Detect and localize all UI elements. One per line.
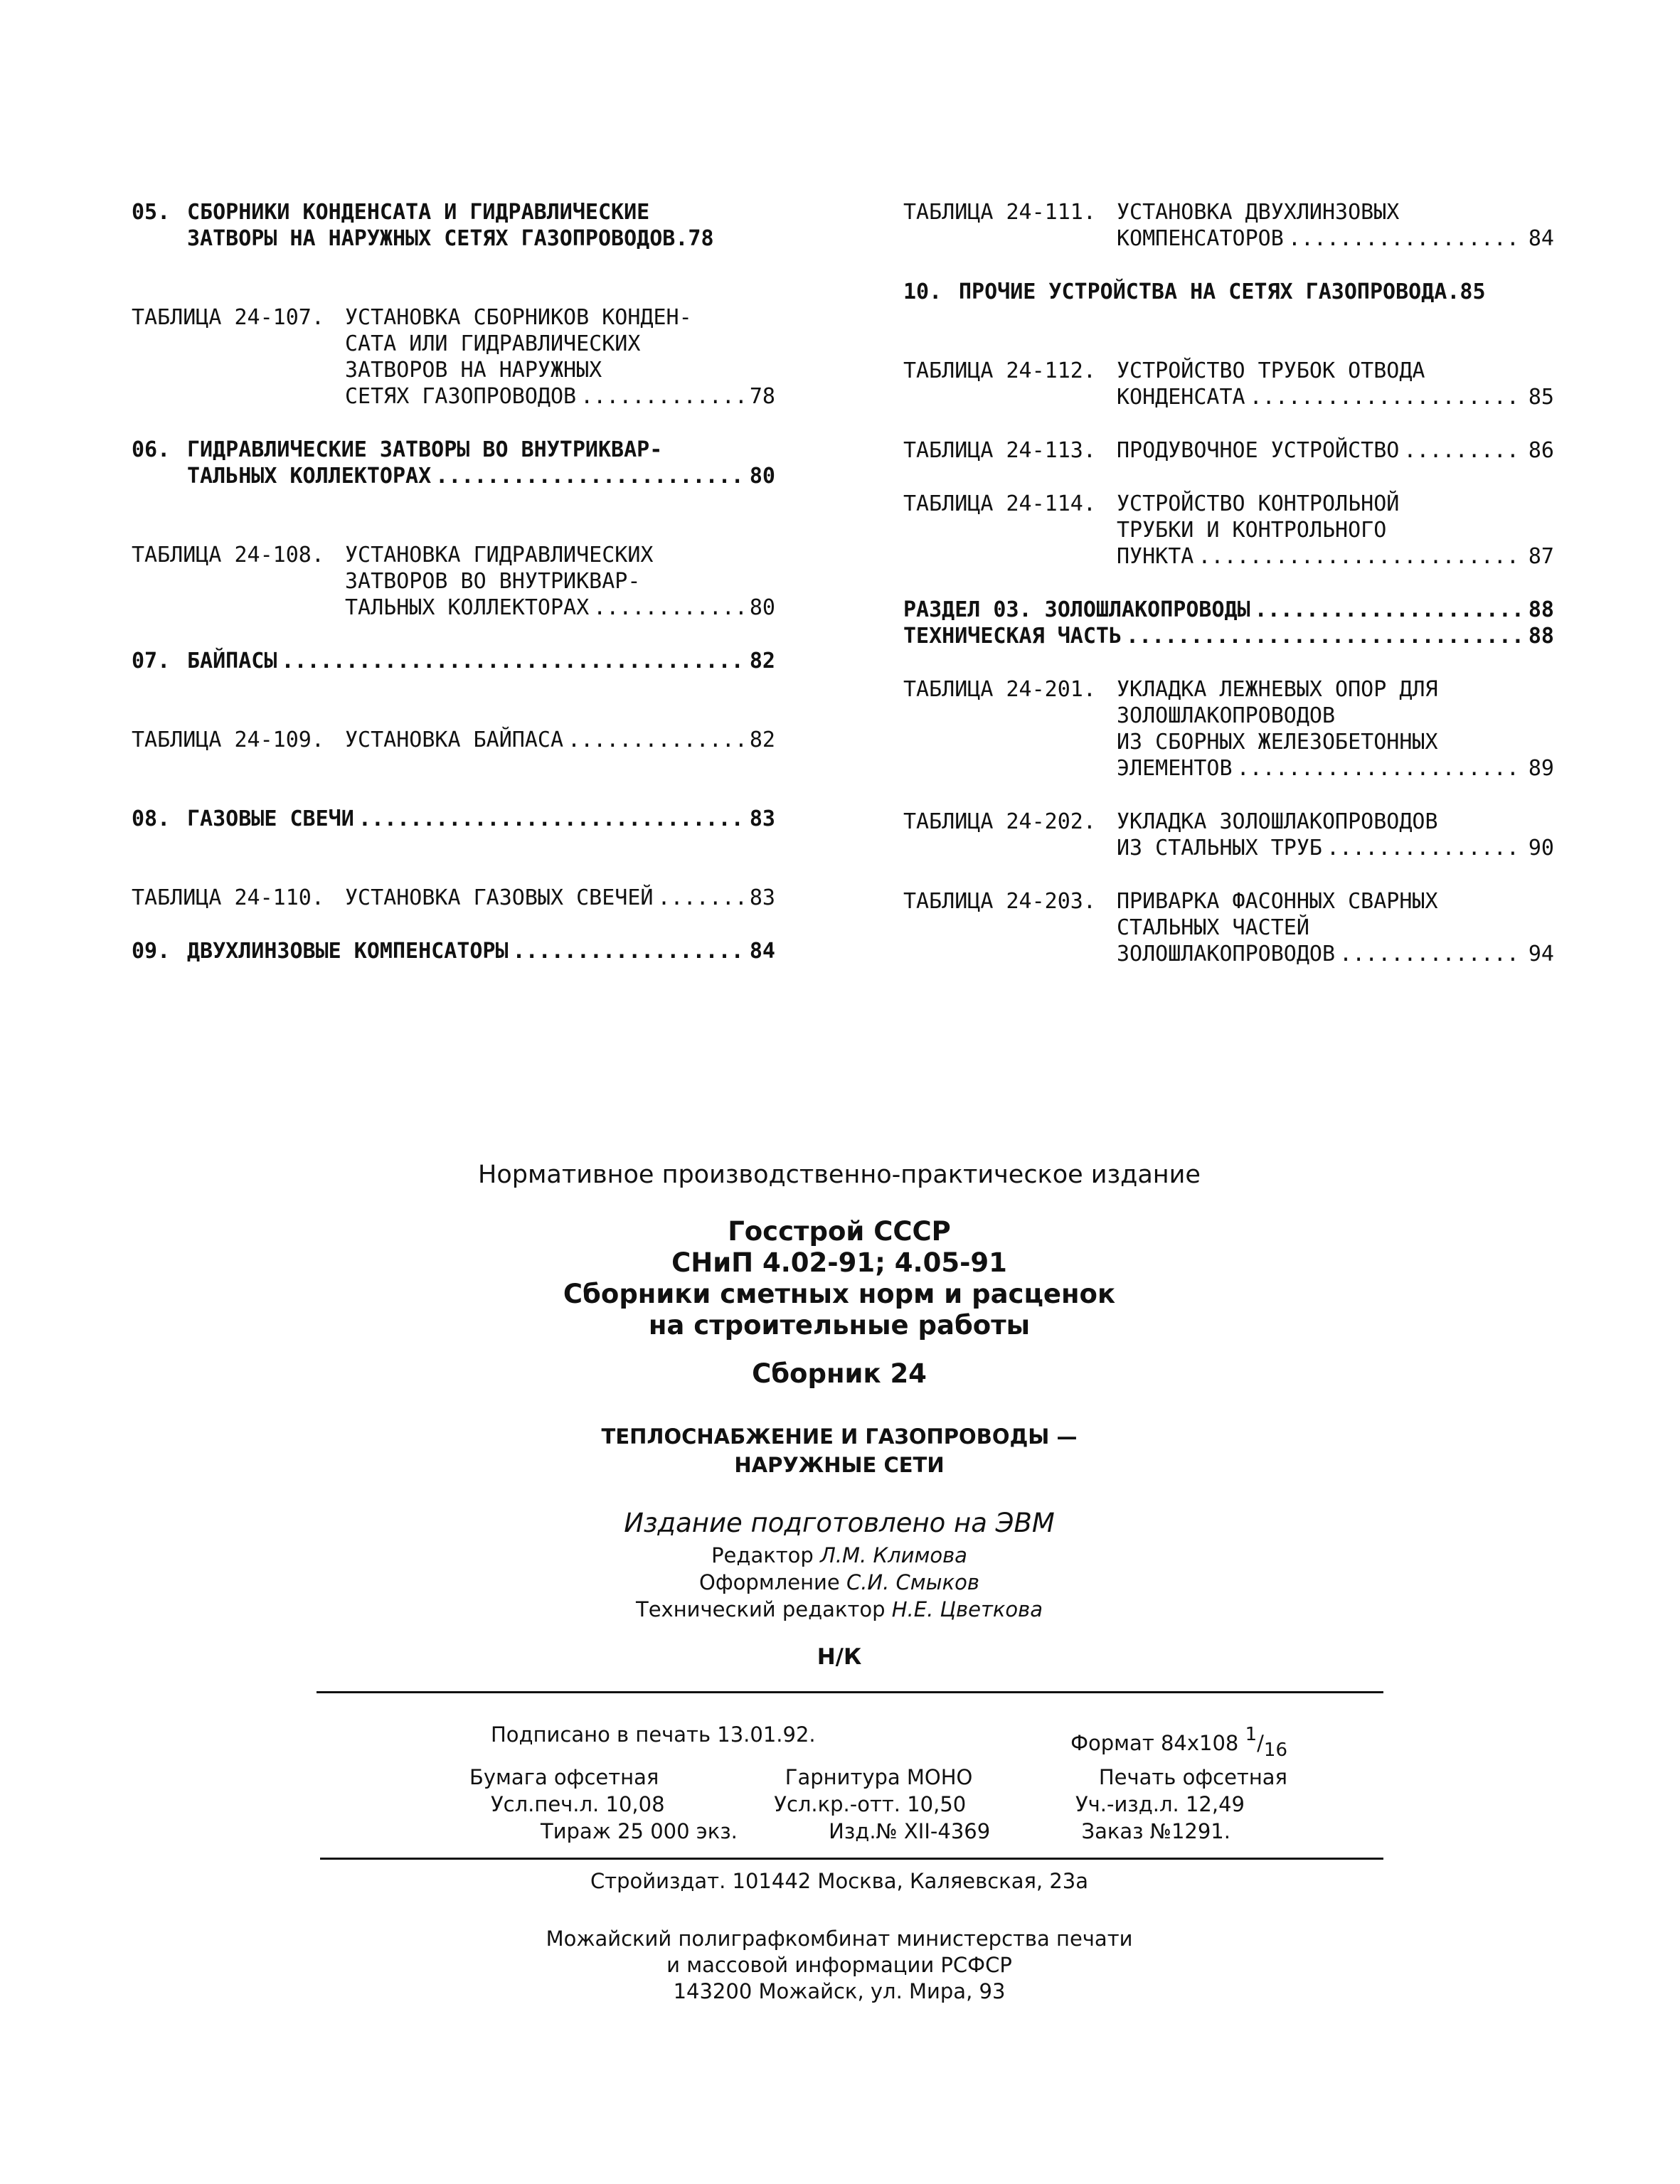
dot-leader	[593, 595, 745, 621]
toc-entry-text: УСТАНОВКА ГИДРАВЛИЧЕСКИХ	[345, 543, 654, 568]
toc-page-sep: .	[1447, 279, 1460, 304]
dot-leader	[1237, 755, 1524, 782]
toc-page-number: 83	[749, 806, 775, 831]
dot-leader	[1255, 597, 1524, 623]
toc-table-number: ТАБЛИЦА 24-113.	[903, 438, 1096, 463]
toc-section-number: 09.	[132, 939, 171, 964]
edition-type: Нормативное производственно-практическое издание	[478, 1161, 1201, 1189]
toc-entry	[903, 358, 1554, 410]
typeface: Гарнитура МОНО	[785, 1765, 973, 1789]
toc-section-number: 07.	[132, 649, 171, 673]
toc-entry-text: ТАЛЬНЫХ КОЛЛЕКТОРАХ	[345, 595, 590, 620]
toc-entry	[132, 304, 775, 410]
toc-entry-text: БАЙПАСЫ	[187, 649, 277, 673]
toc-entry-text: СЕТЯХ ГАЗОПРОВОДОВ	[345, 384, 577, 409]
toc-entry	[903, 199, 1554, 252]
nk-mark: Н/К	[817, 1644, 862, 1670]
toc-entry	[903, 437, 1554, 464]
prepared-note: Издание подготовлено на ЭВМ	[624, 1508, 1055, 1538]
dot-leader	[358, 806, 745, 832]
title-line-1: Сборники сметных норм и расценок	[563, 1279, 1116, 1309]
toc-entry	[132, 199, 775, 252]
toc-entry	[132, 885, 775, 911]
dot-leader	[1327, 835, 1524, 861]
toc-page-number: 84	[1528, 226, 1554, 251]
dot-leader	[657, 885, 745, 911]
credits-block	[285, 1542, 1394, 1623]
dot-leader	[1126, 623, 1524, 649]
paper-type: Бумага офсетная	[469, 1765, 659, 1789]
toc-section-number: 08.	[132, 806, 171, 831]
dot-leader	[1250, 384, 1524, 410]
design-name: С.И. Смыков	[846, 1570, 979, 1594]
toc-page-number: 78	[749, 384, 775, 409]
title-line-2: на строительные работы	[648, 1310, 1031, 1341]
toc-left-column	[132, 199, 775, 964]
toc-entry-text: УСТРОЙСТВО КОНТРОЛЬНОЙ	[1117, 491, 1400, 516]
printer-block	[285, 1926, 1394, 2005]
toc-page-number: 88	[1528, 624, 1554, 649]
toc-entry-text: ЭЛЕМЕНТОВ	[1117, 756, 1233, 781]
subject-block	[285, 1422, 1394, 1479]
toc-page-number: 78	[688, 226, 714, 251]
divider-rule	[320, 1858, 1383, 1860]
editor-label: Редактор	[711, 1543, 814, 1567]
toc-entry	[132, 806, 775, 832]
uch-izd: Уч.-изд.л. 12,49	[1075, 1792, 1245, 1816]
format-denominator: 16	[1263, 1740, 1287, 1761]
organization: Госстрой СССР	[728, 1216, 951, 1247]
usl-pech: Усл.печ.л. 10,08	[491, 1792, 665, 1816]
toc-section-number: 05.	[132, 200, 171, 225]
toc-table-number: ТАБЛИЦА 24-203.	[903, 889, 1096, 914]
toc-entry-text: УСТАНОВКА ДВУХЛИНЗОВЫХ	[1117, 200, 1400, 225]
toc-table-number: ТАБЛИЦА 24-110.	[132, 885, 324, 910]
toc-page-number: 83	[749, 885, 775, 910]
toc-page-number: 85	[1528, 385, 1554, 410]
toc-entry	[132, 542, 775, 621]
toc-page-number: 85	[1460, 279, 1486, 304]
format: Формат 84х108 $^1/_{16}$	[1070, 1724, 1287, 1761]
format-label: Формат 84х108	[1070, 1731, 1239, 1755]
toc-entry-text: ДВУХЛИНЗОВЫЕ КОМПЕНСАТОРЫ	[187, 939, 509, 964]
toc-entry	[903, 279, 1554, 305]
usl-kr-ott: Усл.кр.-отт. 10,50	[774, 1792, 967, 1816]
dot-leader	[513, 938, 745, 964]
toc-entry-text: САТА ИЛИ ГИДРАВЛИЧЕСКИХ	[345, 331, 641, 356]
signed-to-print: Подписано в печать 13.01.92.	[491, 1722, 816, 1747]
toc-page-number: 88	[1528, 597, 1554, 622]
toc-entry-text: ПУНКТА	[1117, 544, 1194, 569]
toc-entry	[903, 623, 1554, 649]
toc-table-number: ТАБЛИЦА 24-111.	[903, 200, 1096, 225]
design-credit	[285, 1569, 1394, 1596]
publication-details	[469, 1721, 1287, 1845]
editor-name: Л.М. Климова	[820, 1543, 967, 1567]
tech-editor-label: Технический редактор	[636, 1597, 886, 1621]
toc-entry-text: ИЗ СТАЛЬНЫХ ТРУБ	[1117, 836, 1322, 861]
toc-table-number: ТАБЛИЦА 24-201.	[903, 677, 1096, 702]
toc-entry	[903, 491, 1554, 570]
toc-entry-text: УСТРОЙСТВО ТРУБОК ОТВОДА	[1117, 358, 1425, 383]
print-type: Печать офсетная	[1098, 1765, 1287, 1789]
toc-entry-text: ЗАТВОРОВ НА НАРУЖНЫХ	[345, 358, 602, 383]
subject-line-1: ТЕПЛОСНАБЖЕНИЕ И ГАЗОПРОВОДЫ —	[601, 1424, 1078, 1449]
toc-entry-text: УКЛАДКА ЛЕЖНЕВЫХ ОПОР ДЛЯ	[1117, 677, 1438, 702]
dot-leader	[1198, 543, 1524, 570]
toc-page-number: 90	[1528, 836, 1554, 861]
toc-entry-text: УКЛАДКА ЗОЛОШЛАКОПРОВОДОВ	[1117, 809, 1438, 834]
toc-entry-text: ПРОДУВОЧНОЕ УСТРОЙСТВО	[1117, 438, 1400, 463]
toc-page-number: 84	[749, 939, 775, 964]
dot-leader	[568, 727, 745, 753]
toc-entry-text: ЗАТВОРЫ НА НАРУЖНЫХ СЕТЯХ ГАЗОПРОВОДОВ	[187, 226, 676, 251]
toc-page-number: 89	[1528, 756, 1554, 781]
tech-editor-credit	[285, 1596, 1394, 1623]
edition-number: Изд.№ XII-4369	[829, 1819, 991, 1843]
dot-leader	[281, 648, 745, 674]
dot-leader	[1288, 225, 1524, 252]
toc-entry-text: КОМПЕНСАТОРОВ	[1117, 226, 1284, 251]
design-label: Оформление	[699, 1570, 840, 1594]
toc-section-number: 10.	[903, 279, 942, 304]
toc-table-number: ТАБЛИЦА 24-107.	[132, 305, 324, 330]
standard-code: СНиП 4.02-91; 4.05-91	[671, 1247, 1007, 1278]
toc-entry-text: КОНДЕНСАТА	[1117, 385, 1245, 410]
toc-table-number: ТАБЛИЦА 24-112.	[903, 358, 1096, 383]
toc-heading-text: РАЗДЕЛ 03. ЗОЛОШЛАКОПРОВОДЫ	[903, 597, 1250, 622]
toc-entry-text: ГАЗОВЫЕ СВЕЧИ	[187, 806, 354, 831]
toc-entry-text: ИЗ СБОРНЫХ ЖЕЛЕЗОБЕТОННЫХ	[1117, 730, 1438, 755]
toc-page-number: 86	[1528, 438, 1554, 463]
toc-entry-text: УСТАНОВКА ГАЗОВЫХ СВЕЧЕЙ	[345, 885, 654, 910]
toc-entry-text: ПРОЧИЕ УСТРОЙСТВА НА СЕТЯХ ГАЗОПРОВОДА	[959, 279, 1447, 304]
toc-entry-text: ГИДРАВЛИЧЕСКИЕ ЗАТВОРЫ ВО ВНУТРИКВАР-	[187, 437, 663, 462]
printer-line-3: 143200 Можайск, ул. Мира, 93	[673, 1979, 1006, 2003]
dot-leader	[1403, 437, 1524, 464]
toc-entry-text: УСТАНОВКА СБОРНИКОВ КОНДЕН-	[345, 305, 692, 330]
toc-page-number: 80	[749, 464, 775, 489]
toc-entry-text: СТАЛЬНЫХ ЧАСТЕЙ	[1117, 915, 1309, 940]
toc-page-number: 82	[749, 728, 775, 752]
print-run: Тираж 25 000 экз.	[541, 1819, 738, 1843]
toc-heading-text: ТЕХНИЧЕСКАЯ ЧАСТЬ	[903, 624, 1122, 649]
toc-table-number: ТАБЛИЦА 24-109.	[132, 728, 324, 752]
toc-page-number: 87	[1528, 544, 1554, 569]
toc-entry-text: ПРИВАРКА ФАСОННЫХ СВАРНЫХ	[1117, 889, 1438, 914]
toc-right-column	[903, 199, 1554, 967]
publisher-address: Стройиздат. 101442 Москва, Каляевская, 23а	[590, 1869, 1089, 1893]
printer-line-1: Можайский полиграфкомбинат министерства печати	[546, 1927, 1133, 1951]
toc-entry	[903, 676, 1554, 782]
toc-entry-text: ЗОЛОШЛАКОПРОВОДОВ	[1117, 703, 1336, 728]
title-block	[285, 1216, 1394, 1341]
toc-page-number: 94	[1528, 942, 1554, 966]
toc-entry	[132, 437, 775, 489]
toc-entry-text: УСТАНОВКА БАЙПАСА	[345, 728, 564, 752]
toc-entry	[903, 809, 1554, 861]
toc-page-number: 80	[749, 595, 775, 620]
toc-entry-text: ТАЛЬНЫХ КОЛЛЕКТОРАХ	[187, 464, 432, 489]
toc-entry-text: ЗОЛОШЛАКОПРОВОДОВ	[1117, 942, 1336, 966]
toc-section-number: 06.	[132, 437, 171, 462]
order-number: Заказ №1291.	[1081, 1819, 1230, 1843]
toc-entry-text: ЗАТВОРОВ ВО ВНУТРИКВАР-	[345, 569, 641, 594]
toc-entry-text: ТРУБКИ И КОНТРОЛЬНОГО	[1117, 518, 1387, 543]
toc-table-number: ТАБЛИЦА 24-114.	[903, 491, 1096, 516]
editor-credit	[285, 1542, 1394, 1569]
toc-entry	[903, 888, 1554, 967]
tech-editor-name: Н.Е. Цветкова	[891, 1597, 1043, 1621]
toc-entry	[132, 727, 775, 753]
format-numerator: 1	[1245, 1724, 1258, 1745]
subject-line-2: НАРУЖНЫЕ СЕТИ	[734, 1453, 945, 1477]
dot-leader	[1339, 941, 1524, 967]
dot-leader	[435, 463, 745, 489]
divider-rule	[317, 1691, 1383, 1693]
toc-table-number: ТАБЛИЦА 24-202.	[903, 809, 1096, 834]
toc-page-sep: .	[675, 226, 689, 251]
toc-page-number: 82	[749, 649, 775, 673]
toc-table-number: ТАБЛИЦА 24-108.	[132, 543, 324, 568]
toc-entry	[132, 648, 775, 674]
collection-number: Сборник 24	[752, 1358, 927, 1389]
printer-line-2: и массовой информации РСФСР	[666, 1953, 1012, 1977]
toc-entry-text: СБОРНИКИ КОНДЕНСАТА И ГИДРАВЛИЧЕСКИЕ	[187, 200, 650, 225]
dot-leader	[580, 383, 745, 410]
toc-entry	[903, 597, 1554, 623]
toc-entry	[132, 938, 775, 964]
